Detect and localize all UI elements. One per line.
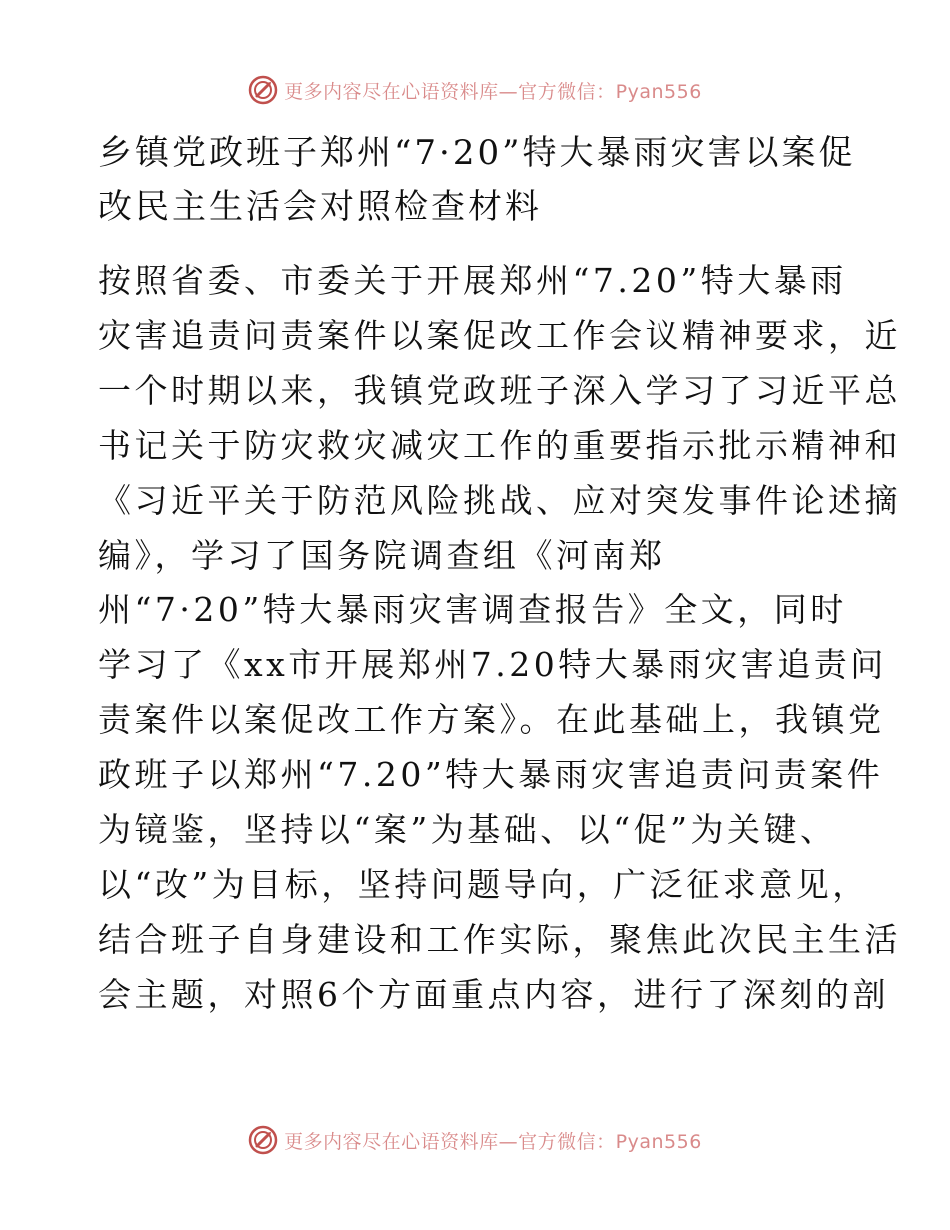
body-line: 为镜鉴，坚持以“案”为基础、以“促”为关键、 [98,810,837,850]
footer-banner [0,1122,950,1158]
body-line: 按照省委、市委关于开展郑州“7.20”特大暴雨 [98,261,847,300]
body-line: 以“改”为目标，坚持问题导向，广泛征求意见， [98,864,869,904]
title-line: 乡镇党政班子郑州“7·20”特大暴雨灾害以案促 [98,133,856,173]
body-line: 学习了《xx市开展郑州7.20特大暴雨灾害追责问 [98,645,887,685]
body-line: 《习近平关于防范风险挑战、应对突发事件论述摘 [98,480,901,520]
title-line: 改民主生活会对照检查材料 [98,187,542,227]
document-title [98,126,858,234]
body-line: 政班子以郑州“7.20”特大暴雨灾害追责问责案件 [98,755,884,795]
body-line: 责案件以案促改工作方案》。在此基础上，我镇党 [98,700,885,740]
body-line: 州“7·20”特大暴雨灾害调查报告》全文，同时 [98,590,847,630]
body-line: 结合班子自身建设和工作实际，聚焦此次民主生活 [98,919,901,959]
document-body [98,254,901,1023]
footer-banner-text: 更多内容尽在心语资料库—官方微信：Pyan556 [284,1130,702,1153]
body-line: 一个时期以来，我镇党政班子深入学习了习近平总 [98,370,901,410]
logo-icon [248,1125,278,1155]
body-line: 书记关于防灾救灾减灾工作的重要指示批示精神和 [98,425,901,465]
body-line: 编》，学习了国务院调查组《河南郑 [98,535,666,575]
logo-icon [248,75,278,105]
header-banner-text: 更多内容尽在心语资料库—官方微信：Pyan556 [284,80,702,103]
body-line: 灾害追责问责案件以案促改工作会议精神要求，近 [98,315,901,355]
body-line: 会主题，对照6个方面重点内容，进行了深刻的剖 [98,974,889,1014]
header-banner [0,72,950,108]
